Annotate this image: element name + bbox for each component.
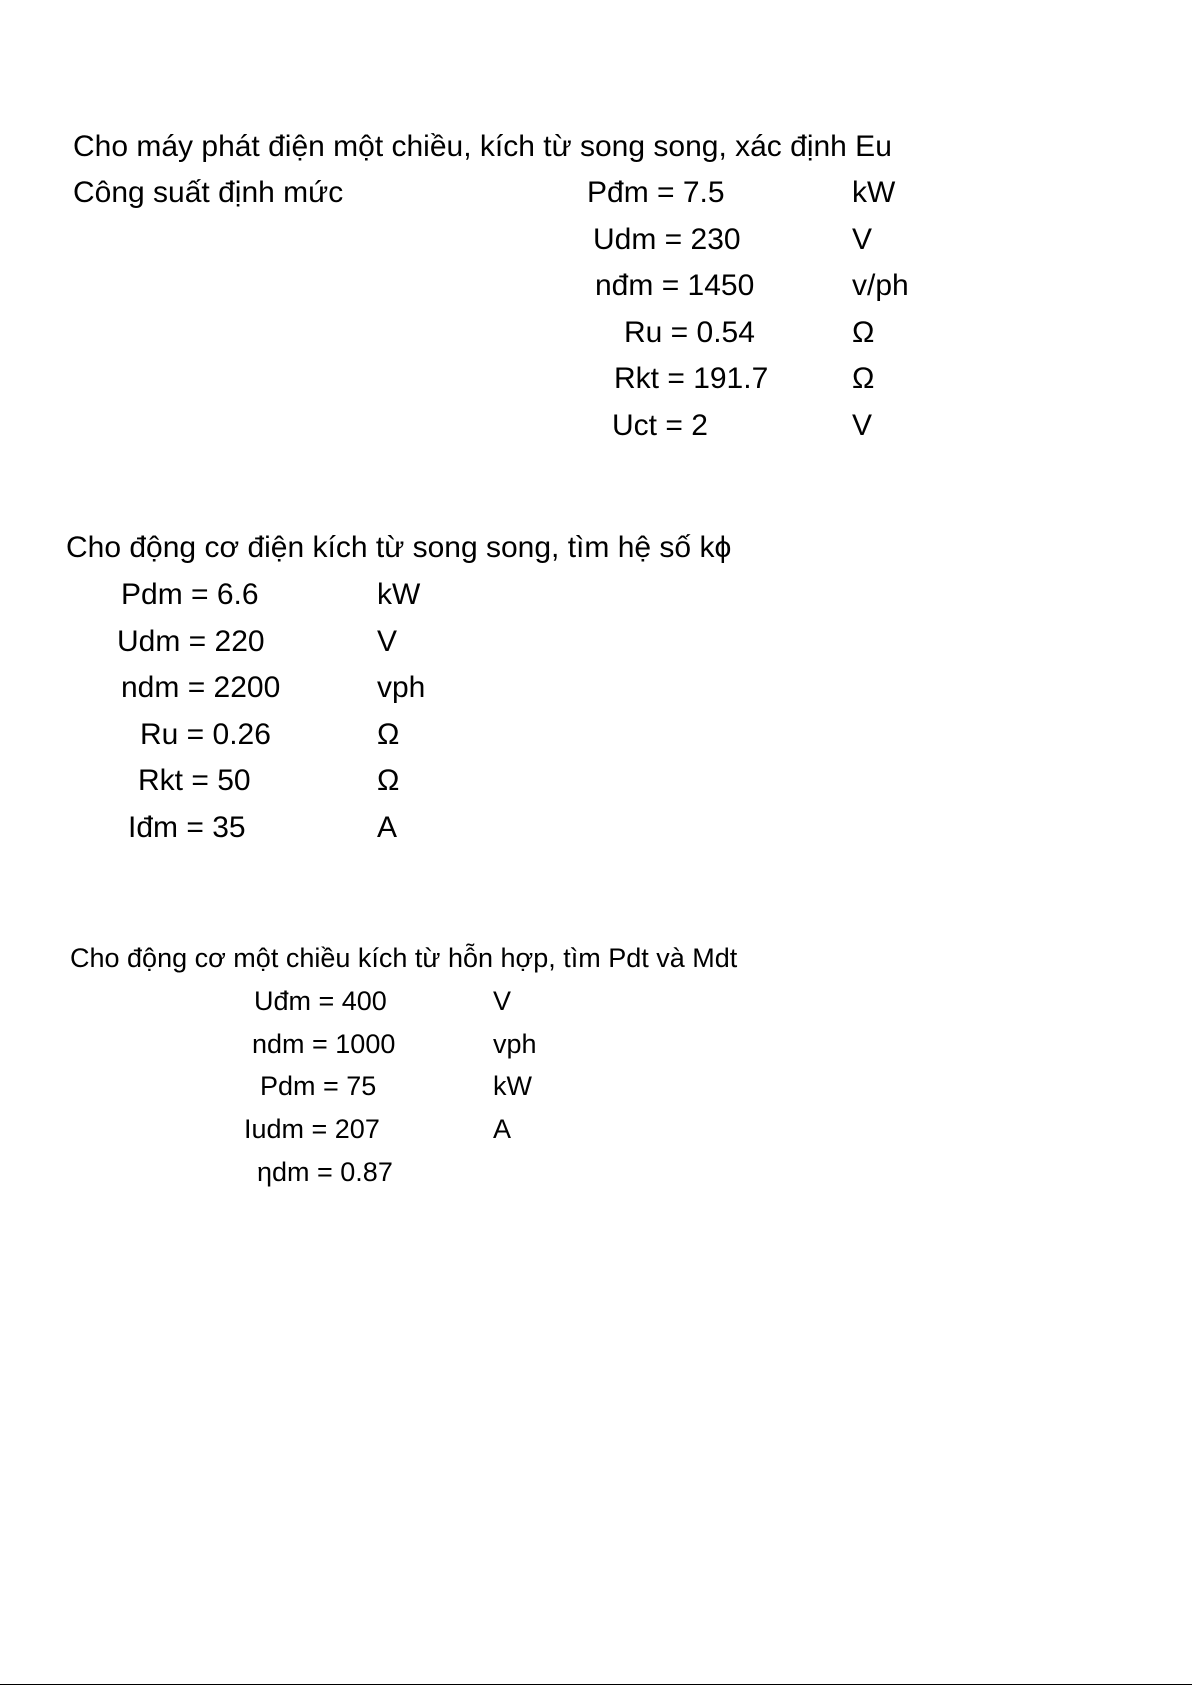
problem-2-param-label: Rkt = 50 [138,764,251,797]
problem-3-param-unit: vph [493,1029,537,1059]
problem-2-param-unit: vph [377,671,426,704]
problem-2-param-unit: V [377,625,398,658]
problem-3-param-label: Pdm = 75 [260,1071,377,1101]
problem-1-param-unit: Ω [852,362,875,395]
problem-1-param-unit: V [852,409,873,442]
problem-1-param-unit: v/ph [852,269,909,302]
problem-3-param-label: ndm = 1000 [252,1029,396,1059]
problem-3-title: Cho động cơ một chiều kích từ hỗn hợp, tìm Pdt và Mdt [70,943,738,973]
problem-1-param-unit: V [852,223,873,256]
problem-2-param-unit: A [377,811,398,844]
problem-3-param-unit: V [493,986,512,1016]
problem-2-title: Cho động cơ điện kích từ song song, tìm hệ số kϕ [66,531,732,564]
problem-3-param-label: Uđm = 400 [254,986,387,1016]
problem-1-param-label: Ru = 0.54 [624,316,755,349]
problem-3-param-unit: A [493,1114,512,1144]
problem-1-subtitle: Công suất định mức [73,176,344,209]
problem-3-param-label: ηdm = 0.87 [257,1157,393,1187]
problem-1-title: Cho máy phát điện một chiều, kích từ song song, xác định Eu [73,130,892,163]
problem-1-param-label: nđm = 1450 [595,269,755,302]
problem-2-param-label: Pdm = 6.6 [121,578,259,611]
problem-2-param-unit: Ω [377,764,400,797]
problem-1-param-label: Rkt = 191.7 [614,362,769,395]
problem-2-param-label: Iđm = 35 [128,811,246,844]
problem-3-param-label: Iudm = 207 [244,1114,380,1144]
problem-3-param-unit: kW [493,1071,532,1101]
problem-1-param-unit: Ω [852,316,875,349]
problem-2-param-label: ndm = 2200 [121,671,281,704]
problem-2-param-label: Ru = 0.26 [140,718,271,751]
problem-1-param-label: Pđm = 7.5 [587,176,725,209]
problem-2-param-unit: kW [377,578,421,611]
problem-1-param-unit: kW [852,176,896,209]
problem-1-param-label: Uct = 2 [612,409,708,442]
problem-2-param-label: Udm = 220 [117,625,265,658]
problem-1-param-label: Udm = 230 [593,223,741,256]
problem-2-param-unit: Ω [377,718,400,751]
